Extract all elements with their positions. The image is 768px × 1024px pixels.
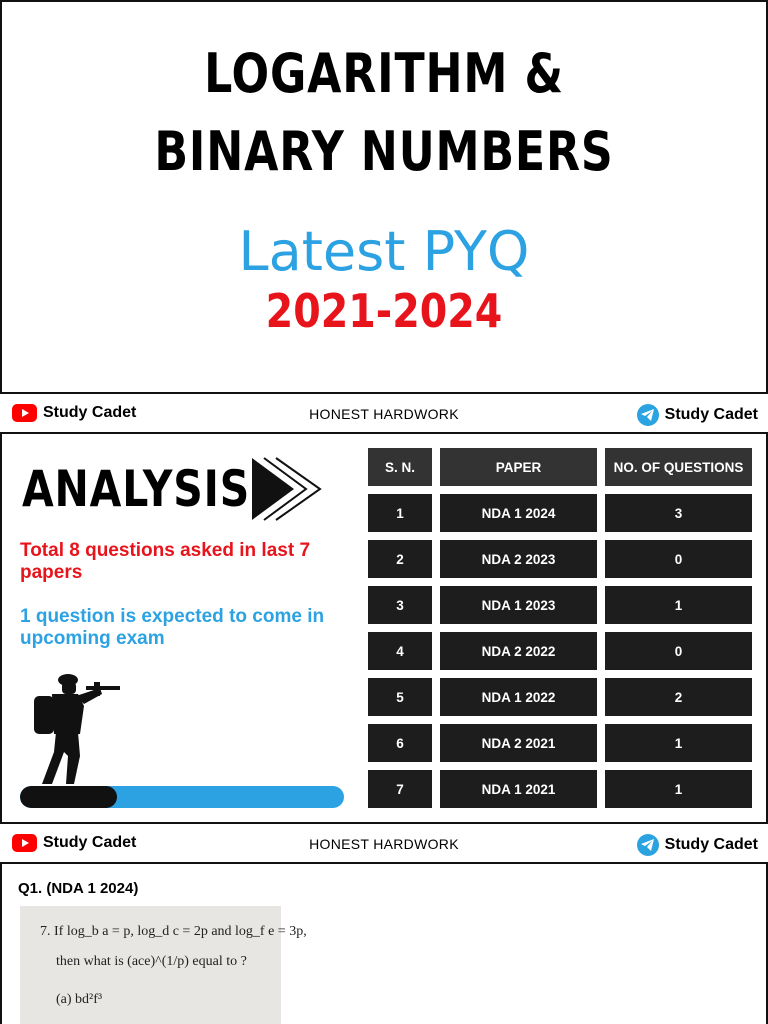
cell-count: 0	[605, 540, 752, 578]
cell-paper: NDA 1 2022	[440, 678, 597, 716]
cell-count: 3	[605, 494, 752, 532]
cell-count: 1	[605, 724, 752, 762]
cell-sn: 1	[368, 494, 432, 532]
brand-label: Study Cadet	[664, 406, 758, 423]
cell-sn: 7	[368, 770, 432, 808]
footer-bar	[0, 826, 768, 862]
analysis-panel	[0, 432, 768, 824]
analysis-heading: ANALYSIS	[22, 460, 251, 518]
progress-bar	[20, 786, 344, 808]
cell-sn: 4	[368, 632, 432, 670]
progress-fill	[20, 786, 117, 808]
expected-questions-stat: 1 question is expected to come in upcoming exam	[20, 606, 325, 649]
title-panel	[0, 0, 768, 394]
question-line-1: 7. If log_b a = p, log_d c = 2p and log_f e = 3p,	[40, 924, 307, 939]
telegram-icon	[637, 834, 659, 856]
brand-label: Study Cadet	[43, 834, 137, 851]
subtitle: Latest PYQ	[238, 220, 530, 283]
cell-paper: NDA 2 2021	[440, 724, 597, 762]
cell-sn: 5	[368, 678, 432, 716]
option-a: (a) bd²f³	[56, 992, 103, 1007]
title-line-2: BINARY NUMBERS	[154, 120, 614, 183]
telegram-link[interactable]	[637, 404, 758, 426]
cell-count: 1	[605, 586, 752, 624]
cell-sn: 3	[368, 586, 432, 624]
question-image	[20, 906, 307, 1024]
cell-paper: NDA 2 2022	[440, 632, 597, 670]
total-questions-stat: Total 8 questions asked in last 7 papers	[20, 540, 311, 583]
tagline: HONEST HARDWORK	[309, 836, 459, 852]
question-line-2: then what is (ace)^(1/p) equal to ?	[56, 954, 247, 969]
question-label: Q1. (NDA 1 2024)	[18, 880, 139, 897]
telegram-link[interactable]	[637, 834, 758, 856]
play-arrows-icon	[248, 454, 328, 524]
question-panel	[0, 862, 768, 1024]
tagline: HONEST HARDWORK	[309, 406, 459, 422]
cell-paper: NDA 1 2023	[440, 586, 597, 624]
telegram-icon	[637, 404, 659, 426]
cell-paper: NDA 1 2024	[440, 494, 597, 532]
brand-label: Study Cadet	[664, 836, 758, 853]
cell-count: 2	[605, 678, 752, 716]
cell-count: 0	[605, 632, 752, 670]
cell-paper: NDA 2 2023	[440, 540, 597, 578]
cell-sn: 2	[368, 540, 432, 578]
cell-sn: 6	[368, 724, 432, 762]
brand-label: Study Cadet	[43, 404, 137, 421]
footer-bar	[0, 396, 768, 432]
header-sn: S. N.	[368, 448, 432, 486]
year-range: 2021-2024	[265, 284, 503, 338]
header-count: NO. OF QUESTIONS	[605, 448, 752, 486]
soldier-silhouette-icon	[28, 672, 123, 790]
cell-count: 1	[605, 770, 752, 808]
cell-paper: NDA 1 2021	[440, 770, 597, 808]
title-line-1: LOGARITHM &	[204, 42, 564, 105]
header-paper: PAPER	[440, 448, 597, 486]
